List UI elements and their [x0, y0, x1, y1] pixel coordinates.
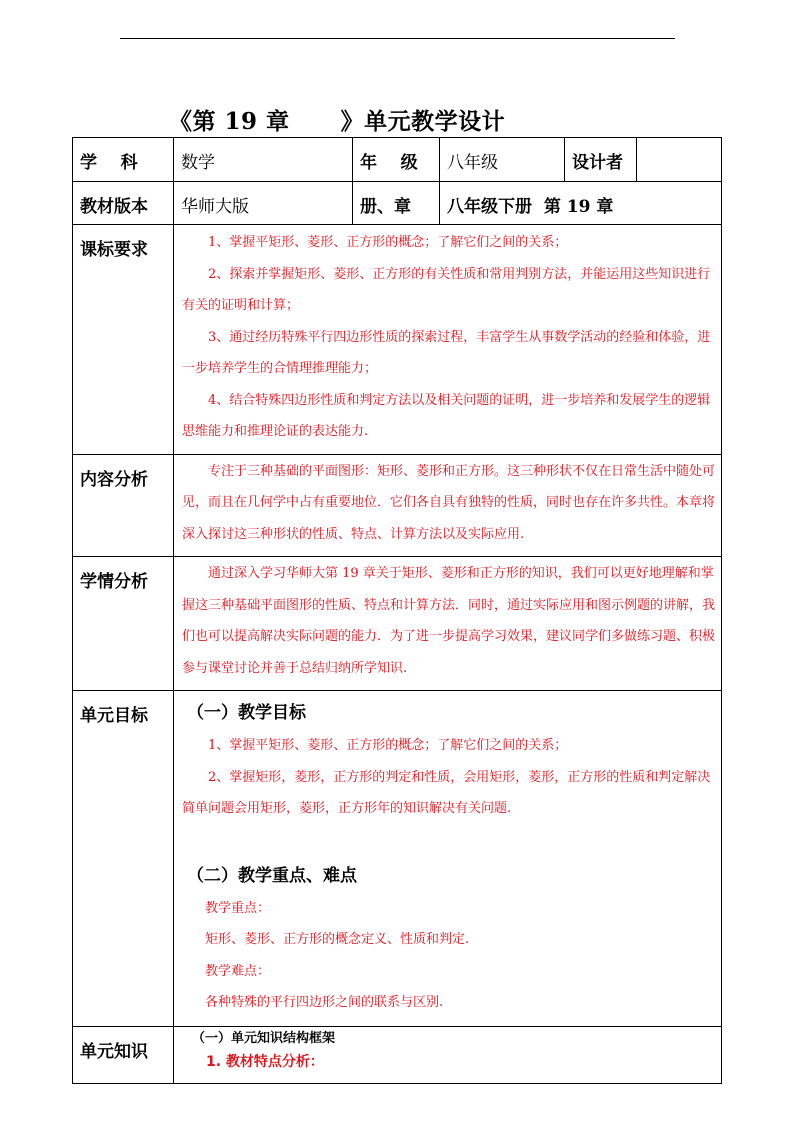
teaching-goals-heading: （一）教学目标	[187, 703, 306, 723]
edition-label: 教材版本	[73, 182, 174, 225]
unit-knowledge-label: 单元知识	[73, 1027, 174, 1084]
difficulty-text: 各种特殊的平行四边形之间的联系与区别.	[205, 995, 444, 1010]
standard-item: 1、掌握平矩形、菱形、正方形的概念；了解它们之间的关系；	[208, 235, 568, 250]
learner-analysis-cell	[174, 557, 722, 691]
standard-item: 3、通过经历特殊平行四边形性质的探索过程，丰富学生从事数学活动的经验和体验，进一步培养学生的合情理推理能力；	[182, 329, 711, 376]
standards-cell	[174, 225, 722, 455]
goal-item: 2、掌握矩形，菱形，正方形的判定和性质，会用矩形，菱形，正方形的性质和判定解决简单问题会用矩形，菱形，正方形年的知识解决有关问题.	[182, 769, 711, 816]
unit-goals-cell	[174, 691, 722, 1027]
standards-row	[73, 225, 722, 455]
design-table	[72, 137, 722, 1084]
content-analysis-row	[73, 454, 722, 557]
edition-row	[73, 182, 722, 225]
standard-item: 4、结合特殊四边形性质和判定方法以及相关问题的证明，进一步培养和发展学生的逻辑思维能力和推理论证的表达能力.	[182, 392, 711, 439]
unit-goals-label: 单元目标	[73, 691, 174, 1027]
edition-value: 华师大版	[174, 182, 353, 225]
header-rule	[120, 38, 675, 39]
textbook-features-heading: 1. 教材特点分析：	[206, 1054, 324, 1070]
grade-label: 年 级	[353, 138, 440, 182]
subject-value: 数学	[174, 138, 353, 182]
volume-value: 八年级下册 第 19 章	[440, 182, 722, 225]
key-difficulty-heading: （二）教学重点、难点	[187, 865, 357, 886]
content-analysis-cell	[174, 454, 722, 557]
standards-label: 课标要求	[73, 225, 174, 455]
difficulty-label: 教学难点：	[205, 963, 271, 979]
learner-analysis-label: 学情分析	[73, 557, 174, 691]
unit-knowledge-cell	[174, 1027, 722, 1084]
key-points-text: 矩形、菱形、正方形的概念定义、性质和判定.	[205, 932, 470, 947]
subject-row	[73, 138, 722, 182]
grade-value: 八年级	[440, 138, 565, 182]
goal-item: 1、掌握平矩形、菱形、正方形的概念；了解它们之间的关系；	[208, 738, 568, 753]
document-title: 《第 19 章 》单元教学设计	[169, 108, 506, 135]
designer-label: 设计者	[565, 138, 637, 182]
volume-label: 册、章	[353, 182, 440, 225]
key-points-label: 教学重点：	[205, 900, 271, 916]
learner-analysis-row	[73, 557, 722, 691]
designer-value	[637, 138, 722, 182]
unit-knowledge-row	[73, 1027, 722, 1084]
subject-label: 学 科	[73, 138, 174, 182]
learner-analysis-text: 通过深入学习华师大第 19 章关于矩形、菱形和正方形的知识，我们可以更好地理解和掌握这三种基础平面图形的性质、特点和计算方法．同时，通过实际应用和图示例题的讲解，我们也可以提高解决实际问题的能力．为了进一步提高学习效果，建议同学们多做练习题、积极参与课堂讨论并善于总结归纳所学知识.	[182, 566, 716, 676]
content-analysis-label: 内容分析	[73, 454, 174, 557]
knowledge-structure-heading: （一）单元知识结构框架	[192, 1031, 336, 1046]
standard-item: 2、探索并掌握矩形、菱形、正方形的有关性质和常用判别方法，并能运用这些知识进行有关的证明和计算；	[182, 266, 711, 313]
unit-goals-row	[73, 691, 722, 1027]
content-analysis-text: 专注于三种基础的平面图形：矩形、菱形和正方形。这三种形状不仅在日常生活中随处可见，而且在几何学中占有重要地位．它们各自具有独特的性质，同时也存在许多共性。本章将深入探讨这三种形状的性质、特点、计算方法以及实际应用.	[182, 463, 716, 542]
